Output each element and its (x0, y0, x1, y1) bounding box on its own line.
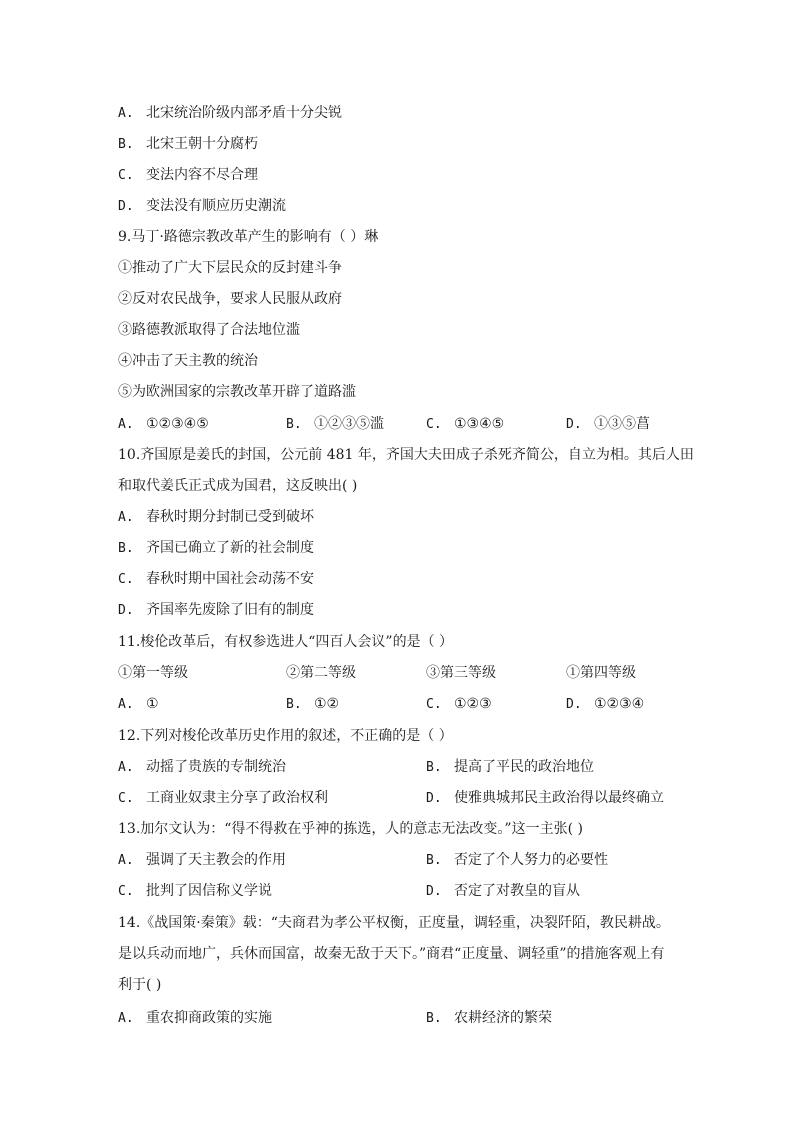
q13-option-a: A. 强调了天主教会的作用 (118, 852, 286, 868)
q12-stem: 12.下列对梭伦改革历史作用的叙述，不正确的是（ ） (118, 728, 453, 744)
q9-option-d: D. ①③⑤菖 (566, 416, 650, 432)
q9-item-3: ③路德教派取得了合法地位滥 (118, 322, 300, 338)
q11-option-c: C. ①②③ (426, 696, 492, 712)
q12-options-row1 (118, 757, 678, 777)
q10-option-b: B. 齐国已确立了新的社会制度 (118, 540, 314, 556)
q11-items (118, 663, 678, 683)
q11-item-3: ③第三等级 (426, 665, 496, 681)
q11-option-a: A. ① (118, 696, 159, 712)
q9-item-4: ④冲击了天主教的统治 (118, 353, 258, 369)
q13-options-row1 (118, 850, 678, 870)
q14-options-row1 (118, 1008, 678, 1028)
q10-option-a: A. 春秋时期分封制已受到破坏 (118, 509, 314, 525)
q13-option-d: D. 否定了对教皇的盲从 (426, 883, 580, 899)
q14-stem-line1: 14.《战国策·秦策》载：“夫商君为孝公平权衡，正度量，调轻重，决裂阡陌，教民耕战。 (118, 915, 670, 931)
q9-item-1: ①推动了广大下层民众的反封建斗争 (118, 260, 342, 276)
q11-stem: 11.梭伦改革后，有权参选进人“四百人会议”的是（ ） (118, 634, 454, 650)
q9-options (118, 414, 678, 434)
q11-item-1: ①第一等级 (118, 665, 188, 681)
q9-option-a: A. ①②③④⑤ (118, 416, 209, 432)
q14-option-a: A. 重农抑商政策的实施 (118, 1010, 272, 1026)
q9-item-2: ②反对农民战争，要求人民服从政府 (118, 291, 342, 307)
q13-option-b: B. 否定了个人努力的必要性 (426, 852, 608, 868)
q8-option-b: B. 北宋王朝十分腐朽 (118, 136, 258, 152)
q12-option-b: B. 提高了平民的政治地位 (426, 759, 594, 775)
q8-option-c: C. 变法内容不尽合理 (118, 167, 258, 183)
q11-option-b: B. ①② (286, 696, 340, 712)
q8-option-d: D. 变法没有顺应历史潮流 (118, 198, 286, 214)
q11-item-2: ②第二等级 (286, 665, 356, 681)
q14-stem-line3: 利于( ) (118, 977, 162, 993)
q10-option-d: D. 齐国率先废除了旧有的制度 (118, 602, 314, 618)
q13-option-c: C. 批判了因信称义学说 (118, 883, 272, 899)
q13-options-row2 (118, 881, 678, 901)
q8-option-a: A. 北宋统治阶级内部矛盾十分尖锐 (118, 105, 342, 121)
q9-stem: 9.马丁·路德宗教改革产生的影响有（ ）琳 (118, 229, 379, 245)
q12-option-d: D. 使雅典城邦民主政治得以最终确立 (426, 790, 664, 806)
q12-options-row2 (118, 788, 678, 808)
q10-stem-line2: 和取代姜氏正式成为国君，这反映出( ) (118, 478, 358, 494)
q11-options (118, 694, 678, 714)
q10-stem-line1: 10.齐国原是姜氏的封国，公元前 481 年，齐国大夫田成子杀死齐简公，自立为相。其后人田 (118, 447, 694, 463)
q11-item-4: ①第四等级 (566, 665, 636, 681)
q11-option-d: D. ①②③④ (566, 696, 645, 712)
q10-option-c: C. 春秋时期中国社会动荡不安 (118, 571, 314, 587)
q14-stem-line2: 是以兵动而地广，兵休而国富，故秦无敌于天下。”商君“正度量、调轻重”的措施客观上有 (118, 946, 665, 962)
q12-option-c: C. 工商业奴隶主分享了政治权利 (118, 790, 328, 806)
q14-option-b: B. 农耕经济的繁荣 (426, 1010, 552, 1026)
q12-option-a: A. 动摇了贵族的专制统治 (118, 759, 286, 775)
q9-option-b: B. ①②③⑤滥 (286, 416, 384, 432)
q9-item-5: ⑤为欧洲国家的宗教改革开辟了道路滥 (118, 384, 356, 400)
q9-option-c: C. ①③④⑤ (426, 416, 505, 432)
q13-stem: 13.加尔文认为：“得不得救在乎神的拣选，人的意志无法改变。”这一主张( ) (118, 821, 583, 837)
